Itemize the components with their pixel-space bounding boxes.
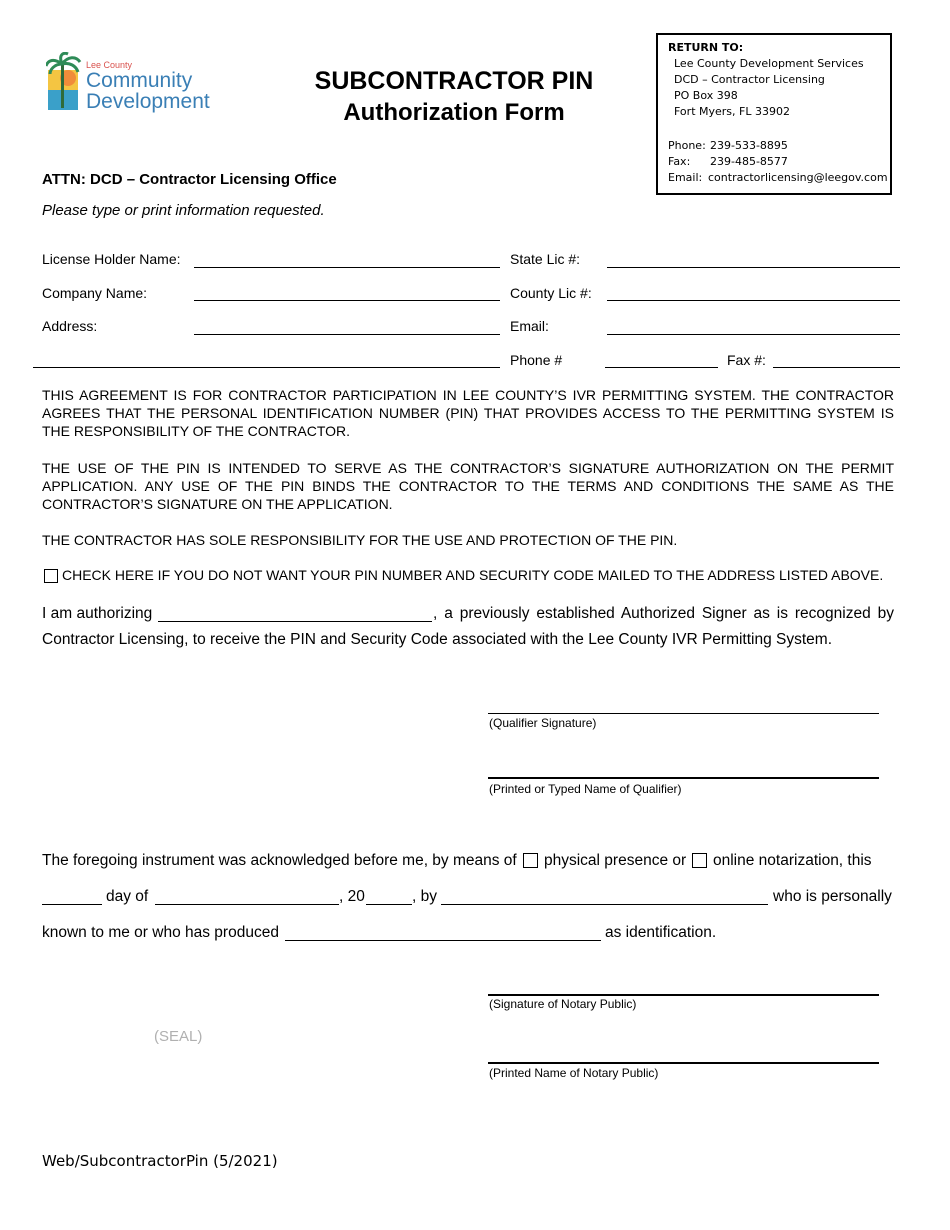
qualifier-name-caption: (Printed or Typed Name of Qualifier) <box>489 782 682 796</box>
return-address-line: PO Box 398 <box>674 89 738 102</box>
notary-signature-caption: (Signature of Notary Public) <box>489 997 637 1011</box>
state-lic-label: State Lic #: <box>510 251 581 267</box>
form-title <box>290 66 618 128</box>
address-line-2-field[interactable] <box>33 367 500 368</box>
qualifier-name-line[interactable] <box>488 777 879 779</box>
return-to-box <box>656 33 892 195</box>
return-address-line: Fort Myers, FL 33902 <box>674 105 790 118</box>
no-mail-checkbox-label: CHECK HERE IF YOU DO NOT WANT YOUR PIN NUMBER AND SECURITY CODE MAILED TO THE ADDRESS LISTED ABOVE. <box>62 567 884 583</box>
personally-known-text: who is personally <box>773 888 892 905</box>
attn-line: ATTN: DCD – Contractor Licensing Office <box>42 171 337 188</box>
notary-name-caption: (Printed Name of Notary Public) <box>489 1066 659 1080</box>
return-address-line: DCD – Contractor Licensing <box>674 73 825 86</box>
email-label: Email: <box>668 171 703 184</box>
authorizing-prefix: I am authorizing <box>42 605 153 622</box>
phone-label: Phone: <box>668 139 706 152</box>
phone-number: 239-533-8895 <box>710 139 788 152</box>
logo-community-text: Community <box>86 69 193 92</box>
identification-text: as identification. <box>605 924 717 941</box>
no-mail-checkbox[interactable] <box>44 569 58 583</box>
logo-county-text: Lee County <box>86 60 133 70</box>
day-of-text: day of <box>106 888 149 905</box>
phone-field[interactable] <box>605 367 718 368</box>
county-lic-field[interactable] <box>607 300 900 301</box>
physical-presence-label: physical presence or <box>544 852 687 869</box>
license-holder-name-field[interactable] <box>194 267 500 268</box>
license-holder-name-label: License Holder Name: <box>42 251 181 267</box>
return-address-line: Lee County Development Services <box>674 57 864 70</box>
physical-presence-checkbox[interactable] <box>523 853 538 868</box>
notary-line-1: The foregoing instrument was acknowledged before me, by means of <box>42 852 517 869</box>
title-line-1: SUBCONTRACTOR PIN <box>314 67 594 95</box>
seal-placeholder: (SEAL) <box>154 1028 203 1045</box>
fax-field[interactable] <box>773 367 900 368</box>
authorized-signer-field[interactable] <box>158 621 432 622</box>
notarized-person-field[interactable] <box>441 904 768 905</box>
palm-tree-icon <box>46 52 82 112</box>
return-to-heading: RETURN TO: <box>668 41 744 54</box>
logo-development-text: Development <box>86 90 210 113</box>
instructions: Please type or print information requested. <box>42 202 325 219</box>
email-field-label: Email: <box>510 318 549 334</box>
month-field[interactable] <box>155 904 339 905</box>
authorizing-line-2: Contractor Licensing, to receive the PIN and Security Code associated with the Lee County IVR Permitting System. <box>42 631 833 648</box>
fax-number: 239-485-8577 <box>710 155 788 168</box>
authorizing-suffix: , a previously established Authorized Signer as is recognized by <box>433 605 894 622</box>
year-field[interactable] <box>366 904 412 905</box>
lee-county-logo <box>46 52 226 114</box>
form-footer: Web/SubcontractorPin (5/2021) <box>42 1152 278 1170</box>
state-lic-field[interactable] <box>607 267 900 268</box>
company-name-field[interactable] <box>194 300 500 301</box>
company-name-label: Company Name: <box>42 285 148 301</box>
agreement-paragraph-2: THE USE OF THE PIN IS INTENDED TO SERVE AS THE CONTRACTOR’S SIGNATURE AUTHORIZATION ON THE PERMIT APPLICATION. ANY USE OF THE PIN BINDS THE CONTRACTOR TO THE TERMS AND CONDITIONS THE SAME AS THE CONTRACTOR’S SIGNATURE ON THE APPLICATION. <box>42 460 894 512</box>
fax-label-field: Fax #: <box>727 352 766 368</box>
email-field[interactable] <box>607 334 900 335</box>
year-prefix-text: , 20 <box>339 888 365 905</box>
fax-label: Fax: <box>668 155 691 168</box>
agreement-paragraph-1: THIS AGREEMENT IS FOR CONTRACTOR PARTICIPATION IN LEE COUNTY’S IVR PERMITTING SYSTEM. THE CONTRACTOR AGREES THAT THE PERSONAL IDENTIFICATION NUMBER (PIN) THAT PROVIDES ACCESS TO THE PERMITTING SYSTEM IS THE RESPONSIBILITY OF THE CONTRACTOR. <box>42 387 894 439</box>
qualifier-signature-line[interactable] <box>488 713 879 714</box>
email-address[interactable]: contractorlicensing@leegov.com <box>708 171 888 184</box>
online-notarization-label: online notarization, this <box>713 852 872 869</box>
online-notarization-checkbox[interactable] <box>692 853 707 868</box>
notary-signature-line[interactable] <box>488 994 879 996</box>
by-text: , by <box>412 888 437 905</box>
address-field[interactable] <box>194 334 500 335</box>
phone-label-field: Phone # <box>510 352 563 368</box>
title-line-2: Authorization Form <box>343 99 565 126</box>
county-lic-label: County Lic #: <box>510 285 592 301</box>
address-label: Address: <box>42 318 98 334</box>
known-produced-text: known to me or who has produced <box>42 924 279 941</box>
qualifier-signature-caption: (Qualifier Signature) <box>489 716 597 730</box>
agreement-paragraph-3: THE CONTRACTOR HAS SOLE RESPONSIBILITY FOR THE USE AND PROTECTION OF THE PIN. <box>42 532 678 548</box>
notary-name-line[interactable] <box>488 1062 879 1064</box>
identification-field[interactable] <box>285 940 601 941</box>
day-field[interactable] <box>42 904 102 905</box>
